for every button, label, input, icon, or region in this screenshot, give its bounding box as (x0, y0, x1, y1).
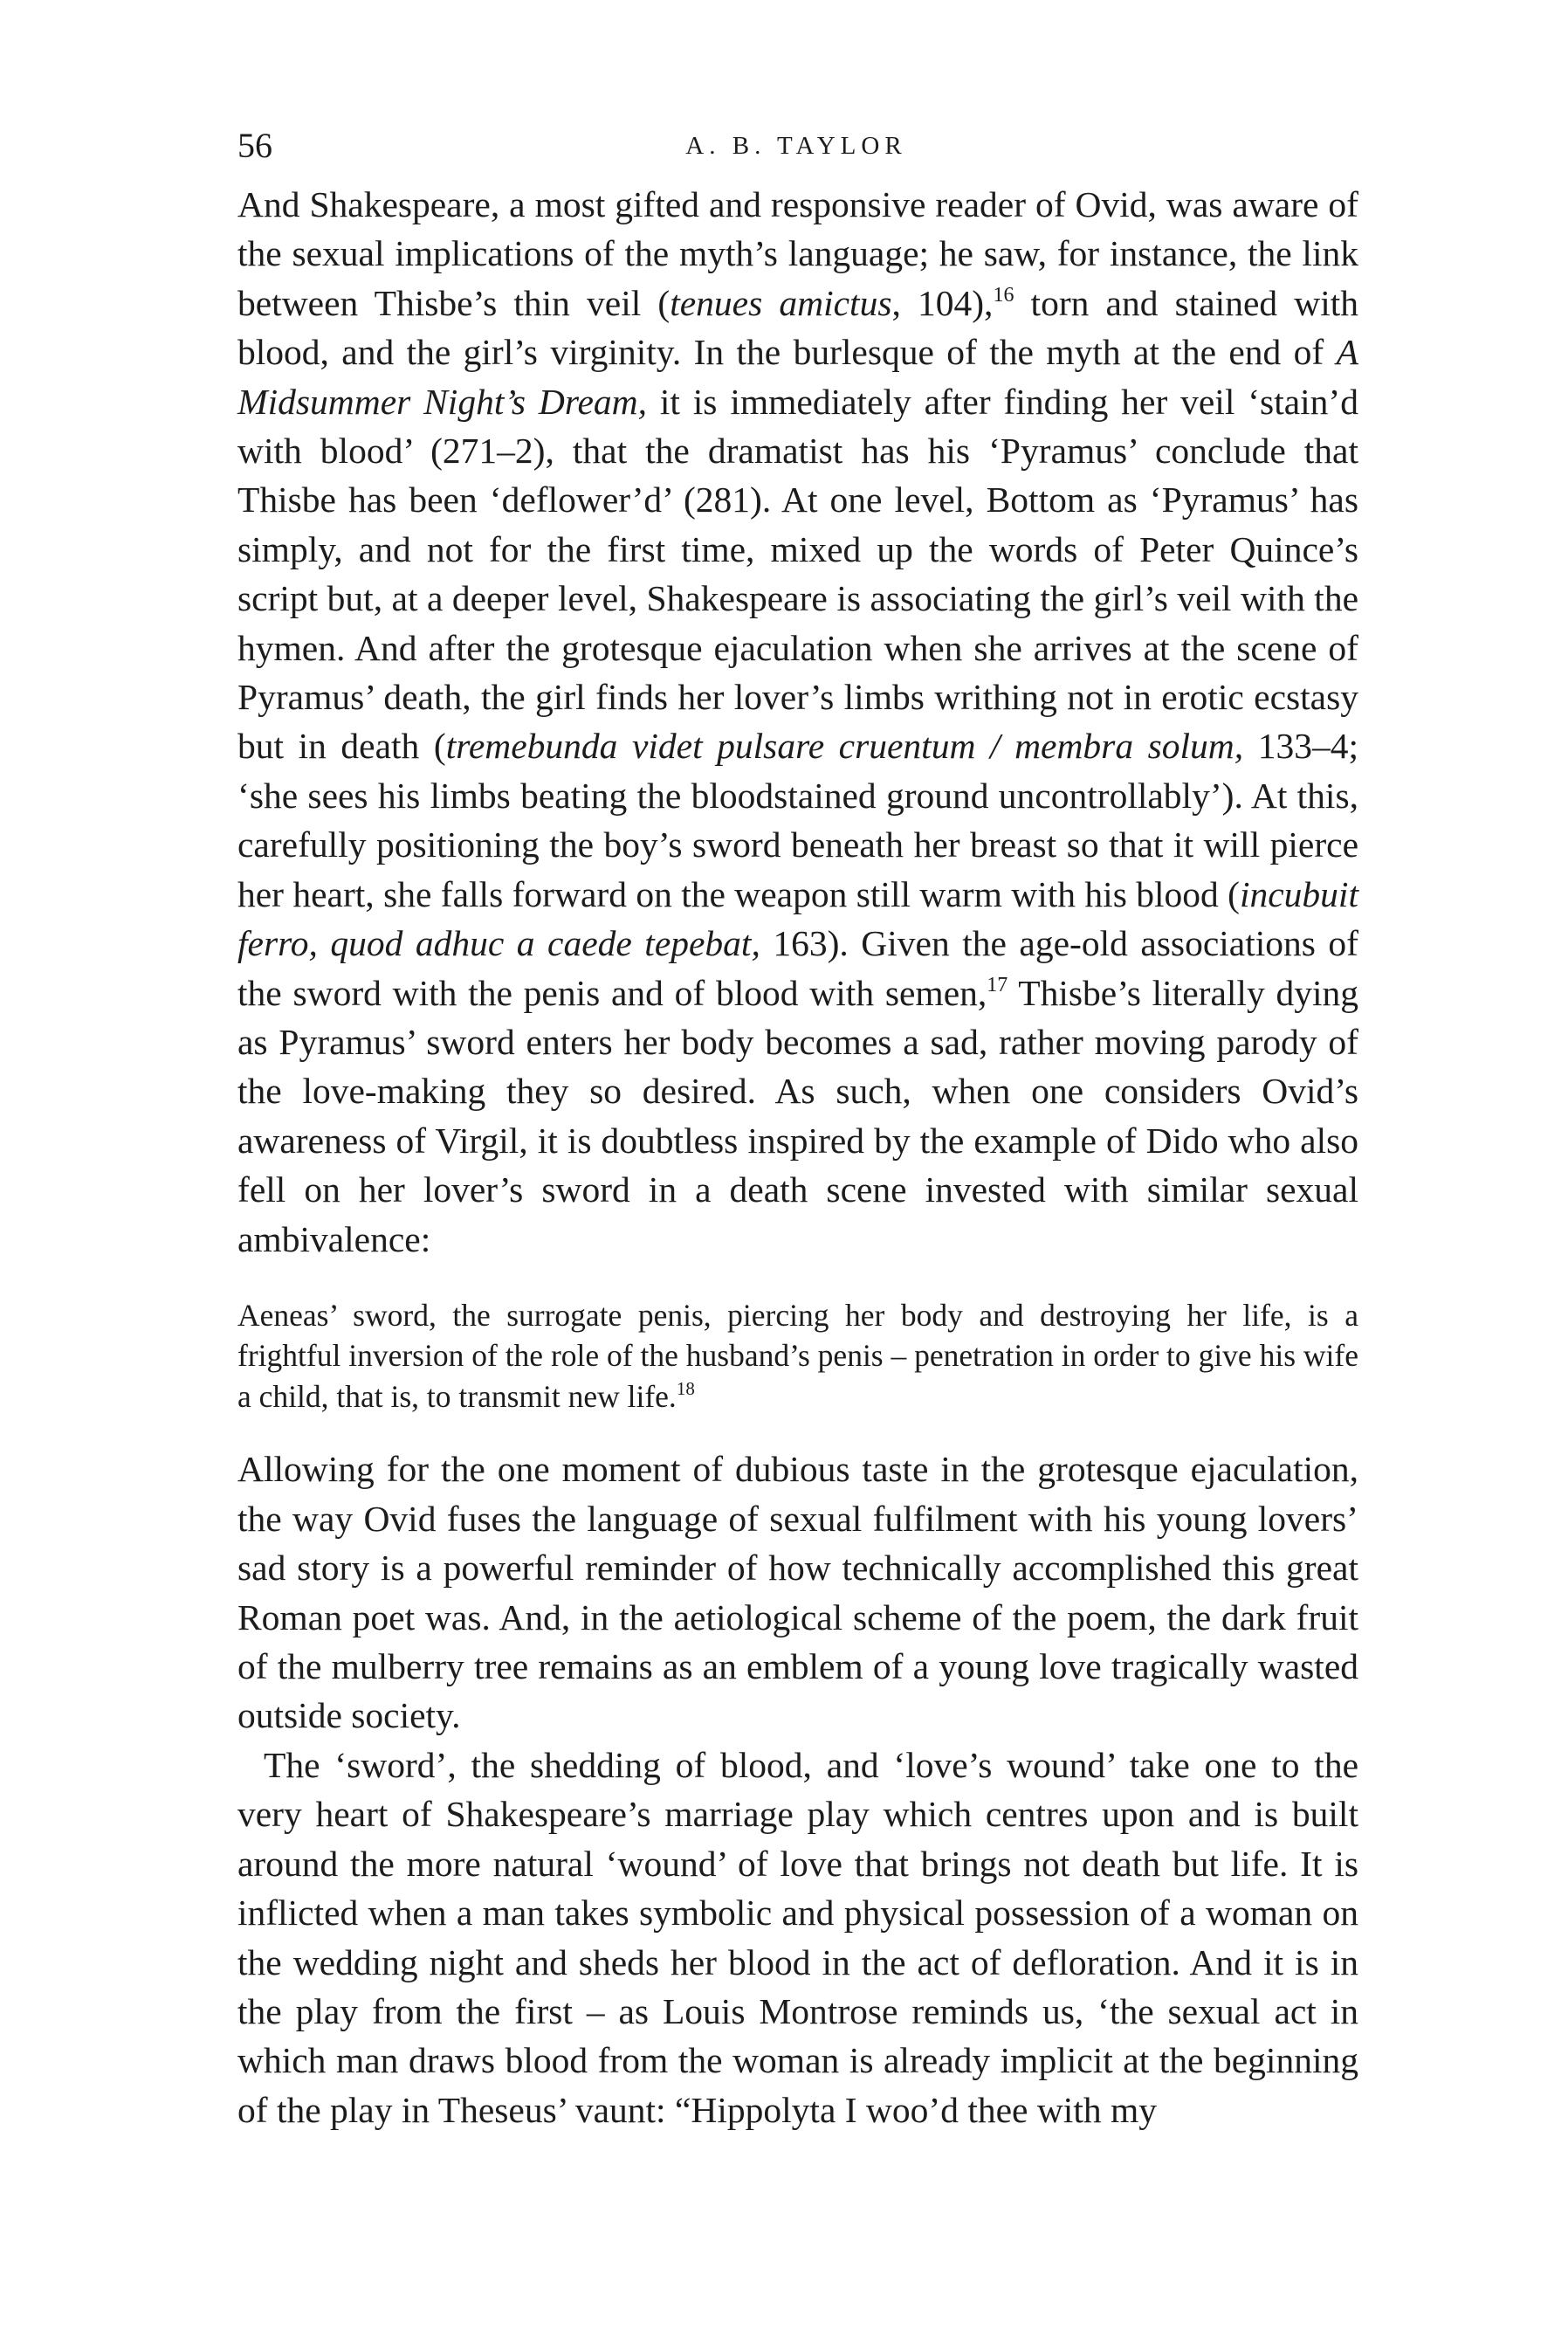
paragraph-1 (237, 180, 1358, 1264)
text-run: Aeneas’ sword, the surrogate penis, piercing her body and destroying her life, is a frightful inversion of the role of the husband’s penis – penetration in order to give his wife a child, that is, to transmit new life. (237, 1297, 1358, 1414)
page-header (237, 124, 1355, 168)
text-run: it is immediately after finding her veil ‘stain’d with blood’ (271–2), that the dramatist has his ‘Pyramus’ conclude that Thisbe has been ‘deflower’d’ (281). At one level, Bottom as ‘Pyramus’ has simply, and not for the first time, mixed up the words of Peter Quince’s script but, at a deeper level, Shakespeare is associating the girl’s veil with the hymen. And after the grotesque ejaculation when she arrives at the scene of Pyramus’ death, the girl finds her lover’s limbs writhing not in erotic ecstasy but in death ( (237, 381, 1359, 767)
text-run: And Shakespeare, a most gifted and responsive reader of Ovid, was aware of the sexual implications of the myth’s language; he saw, for instance, the link between Thisbe’s thin veil ( (237, 184, 1358, 323)
page-number: 56 (237, 126, 272, 165)
footnote-ref-17[interactable]: 17 (987, 973, 1008, 996)
text-run: 133–4; ‘she sees his limbs beating the bloodstained ground uncontrollably’). At this, carefully positioning the boy’s sword beneath her breast so that it will pierce her heart, she falls forward on the weapon still warm with his blood ( (237, 726, 1359, 914)
text-run: Thisbe’s literally dying as Pyramus’ sword enters her body becomes a sad, rather moving parody of the love-making they so desired. As such, when one considers Ovid’s awareness of Virgil, it is doubtless inspired by the example of Dido who also fell on her lover’s sword in a death scene invested with similar sexual ambivalence: (237, 972, 1358, 1259)
footnote-ref-16[interactable]: 16 (993, 283, 1014, 307)
footnote-ref-18[interactable]: 18 (676, 1377, 695, 1399)
quotation-text (237, 1295, 1358, 1417)
paragraph-2: Allowing for the one moment of dubious taste in the grotesque ejaculation, the way Ovid fuses the language of sexual fulfilment with his young lovers’ sad story is a powerful reminder of how technically accomplished this great Roman poet was. And, in the aetiological scheme of the poem, the dark fruit of the mulberry tree remains as an emblem of a young love tragically wasted outside society. (237, 1449, 1358, 1736)
play-title: A Midsummer Night’s Dream, (237, 332, 1358, 422)
running-head: A. B. TAYLOR (685, 132, 907, 160)
latin-quotation: tremebunda videt pulsare cruentum / membra solum, (445, 726, 1244, 767)
text-run: , 104), (891, 282, 994, 323)
latin-quotation: tenues amictus (670, 282, 892, 323)
paragraph-3: The ‘sword’, the shedding of blood, and ‘love’s wound’ take one to the very heart of Shakespeare’s marriage play which centres upon and is built around the more natural ‘wound’ of love that brings not death but life. It is inflicted when a man takes symbolic and physical possession of a woman on the wedding night and sheds her blood in the act of defloration. And it is in the play from the first – as Louis Montrose reminds us, ‘the sexual act in which man draws blood from the woman is already implicit at the beginning of the play in Theseus’ vaunt: “Hippolyta I woo’d thee with my (237, 1744, 1358, 2130)
block-quotation (237, 1295, 1358, 1417)
latin-quotation: incubuit ferro, quod adhuc a caede tepebat, (237, 873, 1358, 964)
body-text (237, 180, 1358, 2134)
text-run: 163). Given the age-old associations of the sword with the penis and of blood with semen, (237, 923, 1358, 1013)
text-run: torn and stained with blood, and the girl’s virginity. In the burlesque of the myth at the end of (237, 282, 1359, 373)
